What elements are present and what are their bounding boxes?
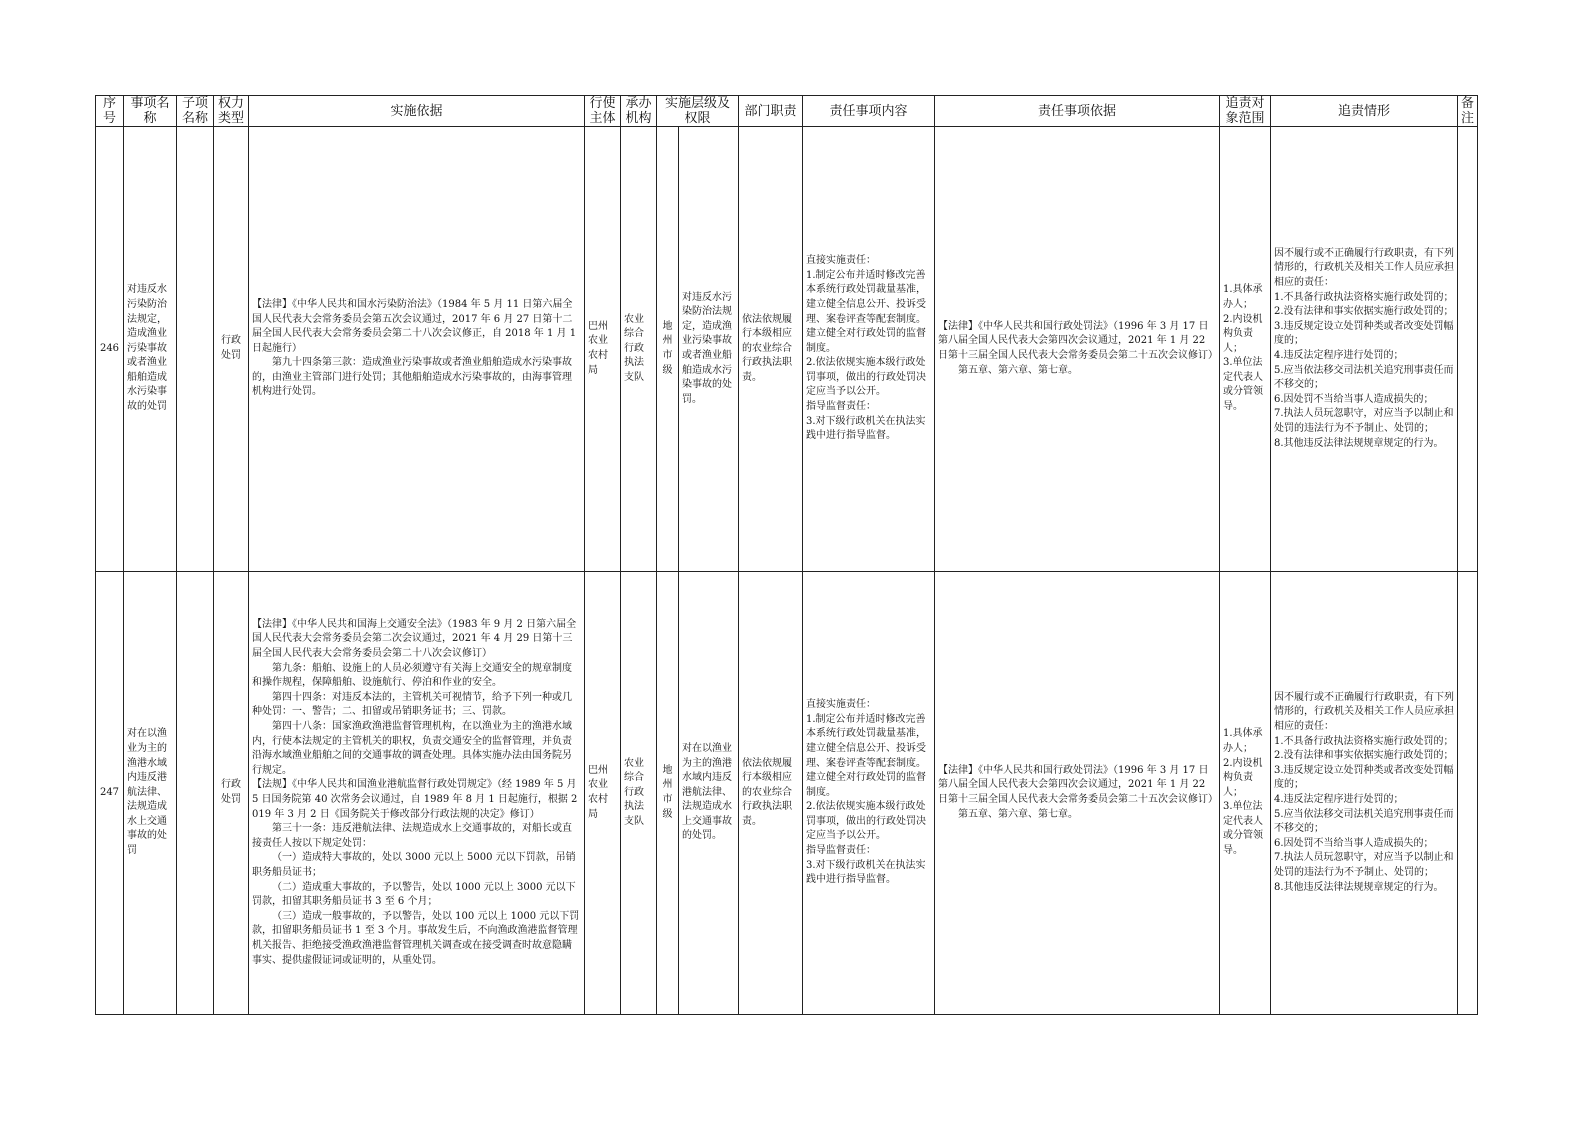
- header-row: [96, 96, 1478, 127]
- basis-paragraph: 【法规】《中华人民共和国渔业港航监督行政处罚规定》（经 1989 年 5 月 5 日国务院第 40 次常务会议通过，自 1989 年 8 月 1 日起施行，根据 2019 年 3 月 2 日《国务院关于修改部分行政法规的决定》修订）: [252, 779, 578, 820]
- cell-seq: 247: [96, 572, 124, 1015]
- resp-basis-paragraph: 【法律】《中华人民共和国行政处罚法》（1996 年 3 月 17 日第八届全国人民代表大会第四次会议通过，2021 年 1 月 22 日第十三届全国人民代表大会常务委员会第二十五次会议修订）: [938, 320, 1219, 361]
- cell-situation: 因不履行或不正确履行行政职责，有下列情形的，行政机关及相关工作人员应承担相应的责任： 1.不具备行政执法资格实施行政处罚的； 2.没有法律和事实依据实施行政处罚的； 3.违反规定设立处罚种类或者改变处罚幅度的； 4.违反法定程序进行处罚的； 5.应当依法移交司法机关追究刑事责任而不移交的； 6.因处罚不当给当事人造成损失的； 7.执法人员玩忽职守，对应当予以制止和处罚的违法行为不予制止、处罚的； 8.其他违反法律法规规章规定的行为。: [1271, 127, 1458, 572]
- cell-remark: [1458, 127, 1478, 572]
- header-level: 实施层级及权限: [657, 96, 739, 127]
- cell-agency: 农业综合行政执法支队: [621, 572, 657, 1015]
- header-duty: 部门职责: [739, 96, 803, 127]
- cell-item-name: 对在以渔业为主的渔港水域内违反港航法律、法规造成水上交通事故的处罚: [124, 572, 177, 1015]
- resp-basis-paragraph: 第五章、第六章、第七章。: [958, 364, 1079, 376]
- responsibility-list-table: [95, 95, 1478, 1015]
- header-resp-basis: 责任事项依据: [935, 96, 1220, 127]
- header-seq: 序号: [96, 96, 124, 127]
- cell-basis: [249, 127, 585, 572]
- cell-resp-content: 直接实施责任： 1.制定公布并适时修改完善本系统行政处罚裁量基准，建立健全信息公开、投诉受理、案卷评查等配套制度。建立健全对行政处罚的监督制度。 2.依法依规实施本级行政处罚事项，做出的行政处罚决定应当予以公开。 指导监督责任： 3.对下级行政机关在执法实践中进行指导监督。: [803, 572, 935, 1015]
- resp-basis-paragraph: 第五章、第六章、第七章。: [958, 808, 1079, 820]
- basis-paragraph: 第九条：船舶、设施上的人员必须遵守有关海上交通安全的规章制度和操作规程，保障船舶、设施航行、停泊和作业的安全。: [252, 662, 572, 689]
- basis-paragraph: 【法律】《中华人民共和国海上交通安全法》（1983 年 9 月 2 日第六届全国人民代表大会常务委员会第二次会议通过，2021 年 4 月 29 日第十三届全国人民代表大会常务委员会第二十八次会议修订）: [252, 618, 577, 660]
- cell-duty: 依法依规履行本级相应的农业综合行政执法职责。: [739, 572, 803, 1015]
- header-item-name: 事项名称: [124, 96, 177, 127]
- cell-duty: 依法依规履行本级相应的农业综合行政执法职责。: [739, 127, 803, 572]
- table-row: [96, 572, 1478, 1015]
- cell-authority: 对在以渔业为主的渔港水域内违反港航法律、法规造成水上交通事故的处罚。: [679, 572, 739, 1015]
- cell-subject: 巴州农业农村局: [585, 127, 621, 572]
- header-power-type: 权力类型: [214, 96, 249, 127]
- cell-agency: 农业综合行政执法支队: [621, 127, 657, 572]
- header-remark: 备注: [1458, 96, 1478, 127]
- cell-level: 地州市级: [657, 127, 679, 572]
- header-situation: 追责情形: [1271, 96, 1458, 127]
- cell-subject: 巴州农业农村局: [585, 572, 621, 1015]
- table-row: [96, 127, 1478, 572]
- cell-scope: 1.具体承办人； 2.内设机构负责人； 3.单位法定代表人或分管领导。: [1220, 572, 1271, 1015]
- cell-power-type: 行政处罚: [214, 127, 249, 572]
- basis-paragraph: 【法律】《中华人民共和国水污染防治法》（1984 年 5 月 11 日第六届全国人民代表大会常务委员会第五次会议通过，2017 年 6 月 27 日第十二届全国人民代表大会常务委员会第二十八次会议修正，自 2018 年 1 月 1 日起施行）: [252, 298, 577, 354]
- cell-remark: [1458, 572, 1478, 1015]
- header-resp-content: 责任事项内容: [803, 96, 935, 127]
- resp-basis-paragraph: 【法律】《中华人民共和国行政处罚法》（1996 年 3 月 17 日第八届全国人民代表大会第四次会议通过，2021 年 1 月 22 日第十三届全国人民代表大会常务委员会第二十五次会议修订）: [938, 764, 1219, 805]
- header-sub-item: 子项名称: [177, 96, 214, 127]
- basis-paragraph: （二）造成重大事故的，予以警告，处以 1000 元以上 3000 元以下罚款，扣留其职务船员证书 3 至 6 个月；: [252, 881, 576, 908]
- basis-paragraph: 第九十四条第三款：造成渔业污染事故或者渔业船舶造成水污染事故的，由渔业主管部门进行处罚；其他船舶造成水污染事故的，由海事管理机构进行处罚。: [252, 357, 572, 398]
- cell-sub-item: [177, 572, 214, 1015]
- cell-power-type: 行政处罚: [214, 572, 249, 1015]
- cell-situation: 因不履行或不正确履行行政职责，有下列情形的，行政机关及相关工作人员应承担相应的责任： 1.不具备行政执法资格实施行政处罚的； 2.没有法律和事实依据实施行政处罚的； 3.违反规定设立处罚种类或者改变处罚幅度的； 4.违反法定程序进行处罚的； 5.应当依法移交司法机关追究刑事责任而不移交的； 6.因处罚不当给当事人造成损失的； 7.执法人员玩忽职守，对应当予以制止和处罚的违法行为不予制止、处罚的； 8.其他违反法律法规规章规定的行为。: [1271, 572, 1458, 1015]
- cell-resp-basis: [935, 127, 1220, 572]
- header-subject: 行使主体: [585, 96, 621, 127]
- cell-resp-basis: [935, 572, 1220, 1015]
- cell-sub-item: [177, 127, 214, 572]
- basis-paragraph: （三）造成一般事故的，予以警告，处以 100 元以上 1000 元以下罚款，扣留职务船员证书 1 至 3 个月。事故发生后，不向渔政渔港监督管理机关报告、拒绝接受渔政渔港监督管理机关调查或在接受调查时故意隐瞒事实、提供虚假证词或证明的，从重处罚。: [252, 910, 580, 966]
- cell-authority: 对违反水污染防治法规定，造成渔业污染事故或者渔业船舶造成水污染事故的处罚。: [679, 127, 739, 572]
- cell-basis: [249, 572, 585, 1015]
- header-scope: 追责对象范围: [1220, 96, 1271, 127]
- header-basis: 实施依据: [249, 96, 585, 127]
- basis-paragraph: 第四十四条：对违反本法的，主管机关可视情节，给予下列一种或几种处罚：一、警告；二、扣留或吊销职务证书；三、罚款。: [252, 691, 572, 718]
- cell-seq: 246: [96, 127, 124, 572]
- cell-scope: 1.具体承办人； 2.内设机构负责人； 3.单位法定代表人或分管领导。: [1220, 127, 1271, 572]
- basis-paragraph: （一）造成特大事故的，处以 3000 元以上 5000 元以下罚款，吊销职务船员证书；: [252, 852, 576, 878]
- header-agency: 承办机构: [621, 96, 657, 127]
- basis-paragraph: 第三十一条：违反港航法律、法规造成水上交通事故的，对船长或直接责任人按以下规定处罚：: [252, 823, 572, 849]
- cell-level: 地州市级: [657, 572, 679, 1015]
- basis-paragraph: 第四十八条：国家渔政渔港监督管理机构，在以渔业为主的渔港水域内，行使本法规定的主管机关的职权，负责交通安全的监督管理，并负责沿海水域渔业船舶之间的交通事故的调查处理。具体实施办法由国务院另行规定。: [252, 721, 572, 776]
- cell-resp-content: 直接实施责任： 1.制定公布并适时修改完善本系统行政处罚裁量基准，建立健全信息公开、投诉受理、案卷评查等配套制度。建立健全对行政处罚的监督制度。 2.依法依规实施本级行政处罚事项，做出的行政处罚决定应当予以公开。 指导监督责任： 3.对下级行政机关在执法实践中进行指导监督。: [803, 127, 935, 572]
- cell-item-name: 对违反水污染防治法规定，造成渔业污染事故或者渔业船舶造成水污染事故的处罚: [124, 127, 177, 572]
